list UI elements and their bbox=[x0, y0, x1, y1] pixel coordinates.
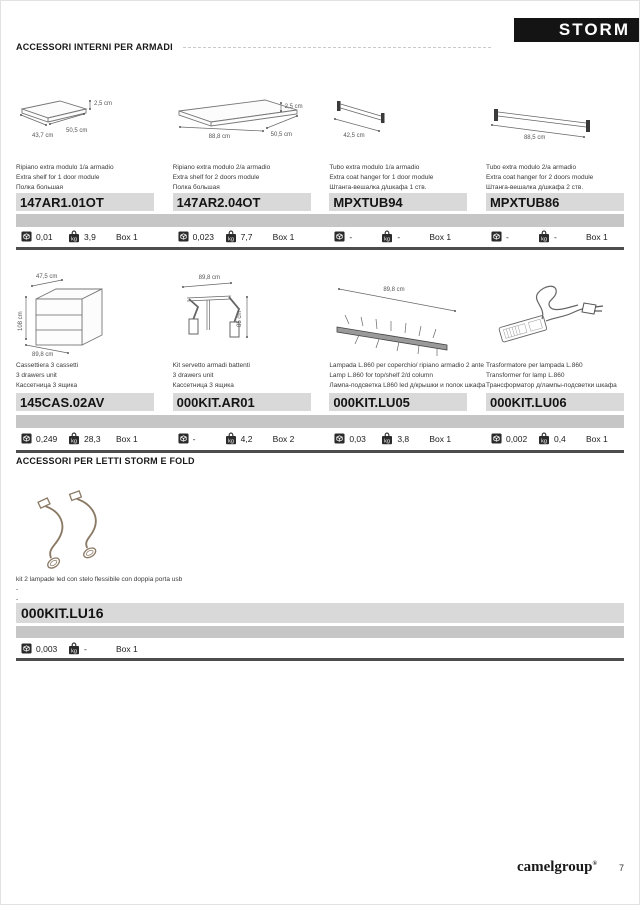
shelf-1door-drawing bbox=[16, 93, 154, 161]
svg-text:kg: kg bbox=[227, 236, 234, 243]
box-quantity: Box 1 bbox=[272, 231, 295, 242]
weight-value: 4,2 bbox=[240, 433, 253, 444]
svg-text:kg: kg bbox=[541, 438, 547, 445]
box-quantity: Box 1 bbox=[116, 433, 138, 444]
volume-value: 0,01 bbox=[36, 231, 53, 242]
trademark-symbol: ® bbox=[592, 861, 597, 867]
dim-label: 47,5 cm bbox=[36, 274, 58, 280]
dim-label: 89,8 cm bbox=[32, 352, 54, 358]
tube-sketch bbox=[329, 93, 467, 161]
product-code-bar bbox=[16, 603, 624, 623]
transformer-drawing bbox=[486, 273, 624, 359]
product-card bbox=[173, 273, 311, 411]
product-info bbox=[486, 430, 624, 447]
product-card bbox=[329, 93, 467, 211]
weight-icon bbox=[381, 432, 393, 445]
shelf-2door-drawing bbox=[173, 93, 311, 161]
product-info bbox=[16, 430, 154, 447]
box-quantity: Box 1 bbox=[585, 433, 608, 444]
svg-text:kg: kg bbox=[384, 236, 391, 243]
product-code: MPXTUB94 bbox=[333, 194, 403, 210]
desc-ru: Штанга-вешалка д/шкафа 1 ств. bbox=[329, 184, 427, 192]
product-card bbox=[486, 93, 624, 211]
product-description bbox=[329, 361, 486, 393]
product-card bbox=[173, 93, 311, 211]
desc-it: Ripiano extra modulo 1/a armadio bbox=[16, 164, 114, 171]
product-description bbox=[173, 163, 311, 193]
dim-label: 108 cm bbox=[18, 311, 24, 331]
product-code-bar bbox=[173, 193, 311, 211]
lamp-sketch bbox=[329, 273, 467, 359]
desc-en: Transformer for lamp L.860 bbox=[485, 372, 565, 380]
desc-en: Extra shelf for 2 doors module bbox=[172, 174, 260, 182]
brand-banner bbox=[514, 18, 639, 42]
dim-label: 50,5 cm bbox=[66, 128, 88, 134]
product-card bbox=[16, 273, 154, 411]
volume-icon bbox=[178, 231, 189, 242]
section-heading-text: ACCESSORI PER LETTI STORM E FOLD bbox=[16, 456, 195, 466]
desc-it: Tubo extra modulo 1/a armadio bbox=[329, 164, 420, 171]
info-row-2 bbox=[16, 430, 624, 447]
dim-label: 89,8 cm bbox=[383, 287, 405, 293]
desc-ru: Кассетница 3 ящика bbox=[16, 382, 78, 390]
desc-it: Ripiano extra modulo 2/a armadio bbox=[172, 164, 271, 171]
volume-icon bbox=[178, 433, 189, 444]
weight-value: 7,7 bbox=[240, 231, 253, 242]
product-code: 147AR2.04OT bbox=[176, 194, 261, 210]
product-info bbox=[16, 228, 154, 245]
volume-icon bbox=[21, 433, 32, 444]
coat-hanger-long-drawing bbox=[486, 93, 624, 161]
product-card bbox=[16, 93, 154, 211]
svg-text:kg: kg bbox=[71, 648, 77, 655]
desc-en: 3 drawers unit bbox=[16, 372, 57, 380]
product-info bbox=[16, 640, 154, 657]
product-code: 000KIT.LU16 bbox=[21, 605, 104, 621]
gray-stripe bbox=[16, 214, 624, 227]
product-card bbox=[486, 273, 624, 411]
desc-en: Extra shelf for 1 door module bbox=[16, 174, 100, 182]
drawers-sketch bbox=[16, 273, 136, 359]
box-quantity: Box 1 bbox=[429, 231, 452, 242]
desc-en: 3 drawers unit bbox=[172, 372, 214, 380]
dim-label: 88,8 cm bbox=[208, 134, 230, 140]
volume-value: 0,002 bbox=[505, 433, 528, 444]
product-code-bar bbox=[329, 193, 467, 211]
page-number: 7 bbox=[618, 863, 624, 873]
box-quantity: Box 1 bbox=[429, 433, 452, 444]
volume-value: - bbox=[192, 433, 196, 444]
section-divider bbox=[16, 658, 624, 661]
dim-label: 85 cm bbox=[236, 310, 243, 327]
product-info bbox=[486, 228, 624, 245]
product-code-bar bbox=[486, 393, 624, 411]
box-quantity: Box 1 bbox=[116, 643, 138, 654]
box-quantity: Box 2 bbox=[272, 433, 295, 444]
volume-value: - bbox=[505, 231, 509, 242]
volume-icon bbox=[334, 433, 345, 444]
volume-icon bbox=[334, 231, 345, 242]
desc-it: Trasformatore per lampada L.860 bbox=[485, 362, 583, 369]
weight-icon bbox=[68, 230, 80, 243]
product-card bbox=[329, 273, 486, 411]
desc-it: Cassettiera 3 cassetti bbox=[16, 362, 79, 369]
desc-en: - bbox=[16, 586, 19, 594]
svg-text:kg: kg bbox=[384, 438, 391, 445]
product-description bbox=[486, 163, 624, 193]
brand-title: STORM bbox=[558, 20, 630, 39]
desc-en: Lamp L.860 for top/shelf 2/d column bbox=[329, 372, 434, 380]
product-description bbox=[486, 361, 624, 393]
weight-value: - bbox=[84, 643, 87, 654]
desc-ru: Лампа-подсветка L860 led д/крышки и полок шкафа bbox=[329, 382, 486, 390]
weight-icon bbox=[381, 230, 393, 243]
product-code: MPXTUB86 bbox=[489, 194, 560, 210]
gray-stripe bbox=[16, 626, 624, 638]
svg-text:kg: kg bbox=[71, 438, 77, 445]
volume-value: - bbox=[349, 231, 353, 242]
lift-kit-drawing bbox=[173, 273, 311, 359]
transformer-sketch bbox=[486, 273, 624, 359]
product-info bbox=[329, 228, 467, 245]
weight-value: - bbox=[397, 231, 401, 242]
desc-it: Tubo extra modulo 2/a armadio bbox=[485, 164, 577, 171]
product-description bbox=[16, 361, 154, 393]
flex-lamps-sketch bbox=[21, 488, 151, 576]
desc-ru: Штанга-вешалка д/шкафа 2 ств. bbox=[485, 184, 584, 192]
desc-ru: Полка большая bbox=[172, 184, 220, 192]
desc-ru: - bbox=[16, 596, 19, 604]
desc-it: kit 2 lampade led con stelo flessibile con doppia porta usb bbox=[16, 576, 183, 583]
desc-en: Extra coat hanger for 1 door module bbox=[329, 174, 434, 182]
product-row-1 bbox=[16, 93, 624, 211]
svg-text:kg: kg bbox=[541, 236, 547, 243]
dim-label: 88,5 cm bbox=[523, 135, 546, 141]
section-heading-wardrobe bbox=[16, 42, 491, 52]
section-heading-beds bbox=[16, 456, 195, 466]
product-info bbox=[329, 430, 467, 447]
product-description bbox=[329, 163, 467, 193]
volume-icon bbox=[491, 433, 502, 444]
dashed-rule bbox=[183, 47, 491, 48]
weight-value: 28,3 bbox=[84, 433, 101, 444]
dim-label: 89,8 cm bbox=[198, 275, 220, 281]
coat-hanger-short-drawing bbox=[329, 93, 467, 161]
weight-value: - bbox=[553, 231, 557, 242]
desc-en: Extra coat hanger for 2 doors module bbox=[485, 174, 594, 182]
weight-icon bbox=[538, 432, 550, 445]
drawers-unit-drawing bbox=[16, 273, 154, 359]
desc-ru: Кассетница 3 ящика bbox=[172, 382, 234, 390]
volume-value: 0,249 bbox=[36, 433, 58, 444]
product-code: 145CAS.02AV bbox=[20, 394, 105, 410]
desc-it: Lampada L.860 per coperchio/ ripiano armadio 2 ante bbox=[329, 362, 484, 369]
svg-text:kg: kg bbox=[71, 236, 77, 243]
info-row-1 bbox=[16, 228, 624, 245]
volume-value: 0,023 bbox=[192, 231, 214, 242]
product-info bbox=[173, 228, 311, 245]
product-code-bar bbox=[16, 193, 154, 211]
section-divider bbox=[16, 247, 624, 250]
product-description bbox=[173, 361, 311, 393]
desc-ru: Трансформатор д/лампы-подсветки шкафа bbox=[485, 382, 617, 390]
dim-label: 43,7 cm bbox=[32, 133, 54, 139]
product-code-bar bbox=[173, 393, 311, 411]
weight-icon bbox=[68, 642, 80, 655]
section-heading-text: ACCESSORI INTERNI PER ARMADI bbox=[16, 42, 173, 52]
product-row-2 bbox=[16, 273, 624, 411]
weight-icon bbox=[538, 230, 550, 243]
volume-icon bbox=[21, 643, 32, 654]
dim-label: 2,5 cm bbox=[284, 104, 303, 110]
page-footer bbox=[517, 859, 624, 876]
info-row-3 bbox=[16, 640, 624, 657]
section-divider bbox=[16, 450, 624, 453]
weight-icon bbox=[68, 432, 80, 445]
tube-sketch bbox=[486, 93, 624, 161]
dim-label: 50,5 cm bbox=[270, 132, 292, 138]
box-quantity: Box 1 bbox=[116, 231, 138, 242]
desc-it: Kit servetto armadi battenti bbox=[172, 362, 250, 369]
product-code: 000KIT.LU06 bbox=[489, 394, 567, 410]
volume-value: 0,003 bbox=[36, 643, 58, 654]
weight-value: 0,4 bbox=[553, 433, 566, 444]
product-code-bar bbox=[16, 393, 154, 411]
dim-label: 2,5 cm bbox=[94, 101, 113, 107]
volume-value: 0,03 bbox=[349, 433, 366, 444]
product-code: 000KIT.AR01 bbox=[176, 394, 255, 410]
product-code-bar bbox=[329, 393, 467, 411]
product-code: 000KIT.LU05 bbox=[333, 394, 410, 410]
product-code: 147AR1.01OT bbox=[20, 194, 104, 210]
product-info bbox=[173, 430, 311, 447]
led-lamp-drawing bbox=[329, 273, 467, 359]
volume-icon bbox=[21, 231, 32, 242]
box-quantity: Box 1 bbox=[585, 231, 608, 242]
flex-led-lamps-drawing bbox=[21, 488, 151, 576]
gray-stripe bbox=[16, 415, 624, 428]
weight-value: 3,9 bbox=[84, 231, 96, 242]
camelgroup-logo: camelgroup® bbox=[516, 859, 597, 875]
volume-icon bbox=[491, 231, 502, 242]
dim-label: 42,5 cm bbox=[343, 133, 365, 139]
product-code-bar bbox=[486, 193, 624, 211]
product-description bbox=[16, 575, 182, 605]
shelf-sketch bbox=[16, 93, 154, 161]
desc-ru: Полка большая bbox=[16, 184, 64, 192]
weight-icon bbox=[225, 432, 237, 445]
svg-text:kg: kg bbox=[227, 438, 234, 445]
product-description bbox=[16, 163, 154, 193]
weight-value: 3,8 bbox=[397, 433, 410, 444]
weight-icon bbox=[225, 230, 237, 243]
